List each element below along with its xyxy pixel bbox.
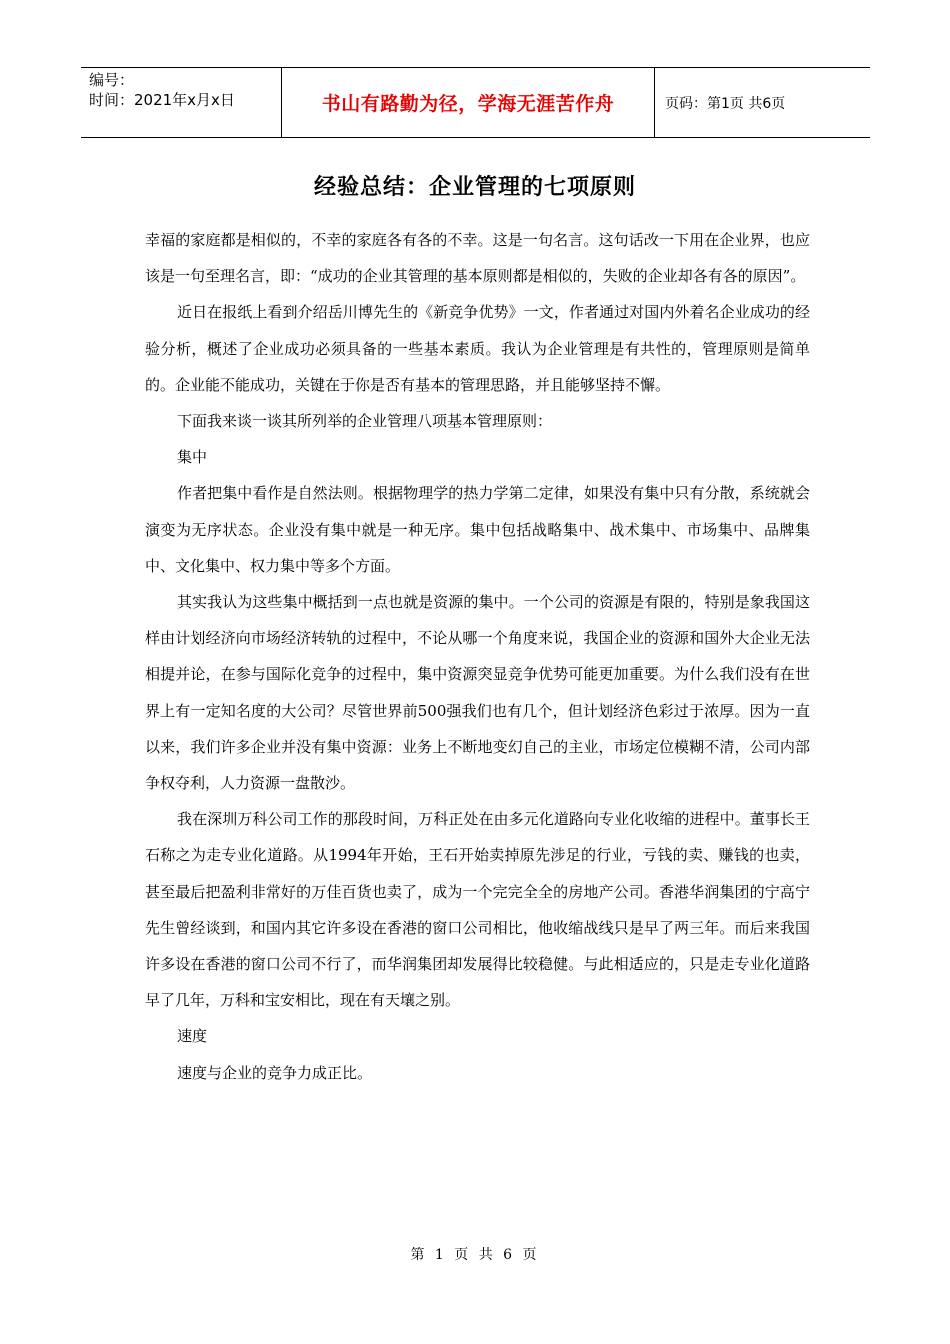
page-info-cell [655, 68, 870, 137]
page-info-text: 页码：第1页 共6页 [665, 95, 786, 112]
document-header [81, 67, 870, 138]
paragraph: 其实我认为这些集中概括到一点也就是资源的集中。一个公司的资源是有限的，特别是象我国这样由计划经济向市场经济转轨的过程中，不论从哪一个角度来说，我国企业的资源和国外大企业无法相提并论，在参与国际化竞争的过程中，集中资源突显竞争优势可能更加重要。为什么我们没有在世界上有一定知名度的大公司？尽管世界前500强我们也有几个，但计划经济色彩过于浓厚。因为一直以来，我们许多企业并没有集中资源：业务上不断地变幻自己的主业，市场定位模糊不清，公司内部争权夺利，人力资源一盘散沙。 [145, 593, 810, 793]
page-footer: 第 1 页 共 6 页 [410, 1247, 540, 1263]
section-heading: 集中 [177, 448, 208, 467]
motto-text: 书山有路勤为径，学海无涯苦作舟 [321, 93, 615, 115]
document-title: 经验总结：企业管理的七项原则 [313, 175, 636, 200]
paragraph: 作者把集中看作是自然法则。根据物理学的热力学第二定律，如果没有集中只有分散，系统就会演变为无序状态。企业没有集中就是一种无序。集中包括战略集中、战术集中、市场集中、品牌集中、文化集中、权力集中等多个方面。 [145, 484, 810, 575]
paragraph: 速度与企业的竞争力成正比。 [177, 1063, 373, 1082]
paragraph: 我在深圳万科公司工作的那段时间，万科正处在由多元化道路向专业化收缩的进程中。董事长王石称之为走专业化道路。从1994年开始，王石开始卖掉原先涉足的行业，亏钱的卖、赚钱的也卖，甚至最后把盈利非常好的万佳百货也卖了，成为一个完完全全的房地产公司。香港华润集团的宁高宁先生曾经谈到，和国内其它许多设在香港的窗口公司相比，他收缩战线只是早了两三年。而后来我国许多设在香港的窗口公司不行了，而华润集团却发展得比较稳健。与此相适应的，只是走专业化道路早了几年，万科和宝安相比，现在有天壤之别。 [145, 810, 810, 1010]
header-meta-cell [81, 68, 282, 137]
paragraph: 下面我来谈一谈其所列举的企业管理八项基本管理原则： [177, 412, 553, 431]
motto-cell [282, 68, 655, 137]
paragraph: 幸福的家庭都是相似的，不幸的家庭各有各的不幸。这是一句名言。这句话改一下用在企业界，也应该是一句至理名言，即：“成功的企业其管理的基本原则都是相似的，失败的企业却各有各的原因”。 [145, 231, 810, 286]
section-heading: 速度 [177, 1027, 208, 1046]
serial-number-label: 编号： [89, 71, 135, 89]
paragraph: 近日在报纸上看到介绍岳川博先生的《新竞争优势》一文，作者通过对国内外着名企业成功的经验分析，概述了企业成功必须具备的一些基本素质。我认为企业管理是有共性的，管理原则是简单的。企业能不能成功，关键在于你是否有基本的管理思路，并且能够坚持不懈。 [145, 303, 810, 394]
date-label: 时间：2021年x月x日 [89, 91, 235, 109]
document-body [145, 222, 810, 1091]
